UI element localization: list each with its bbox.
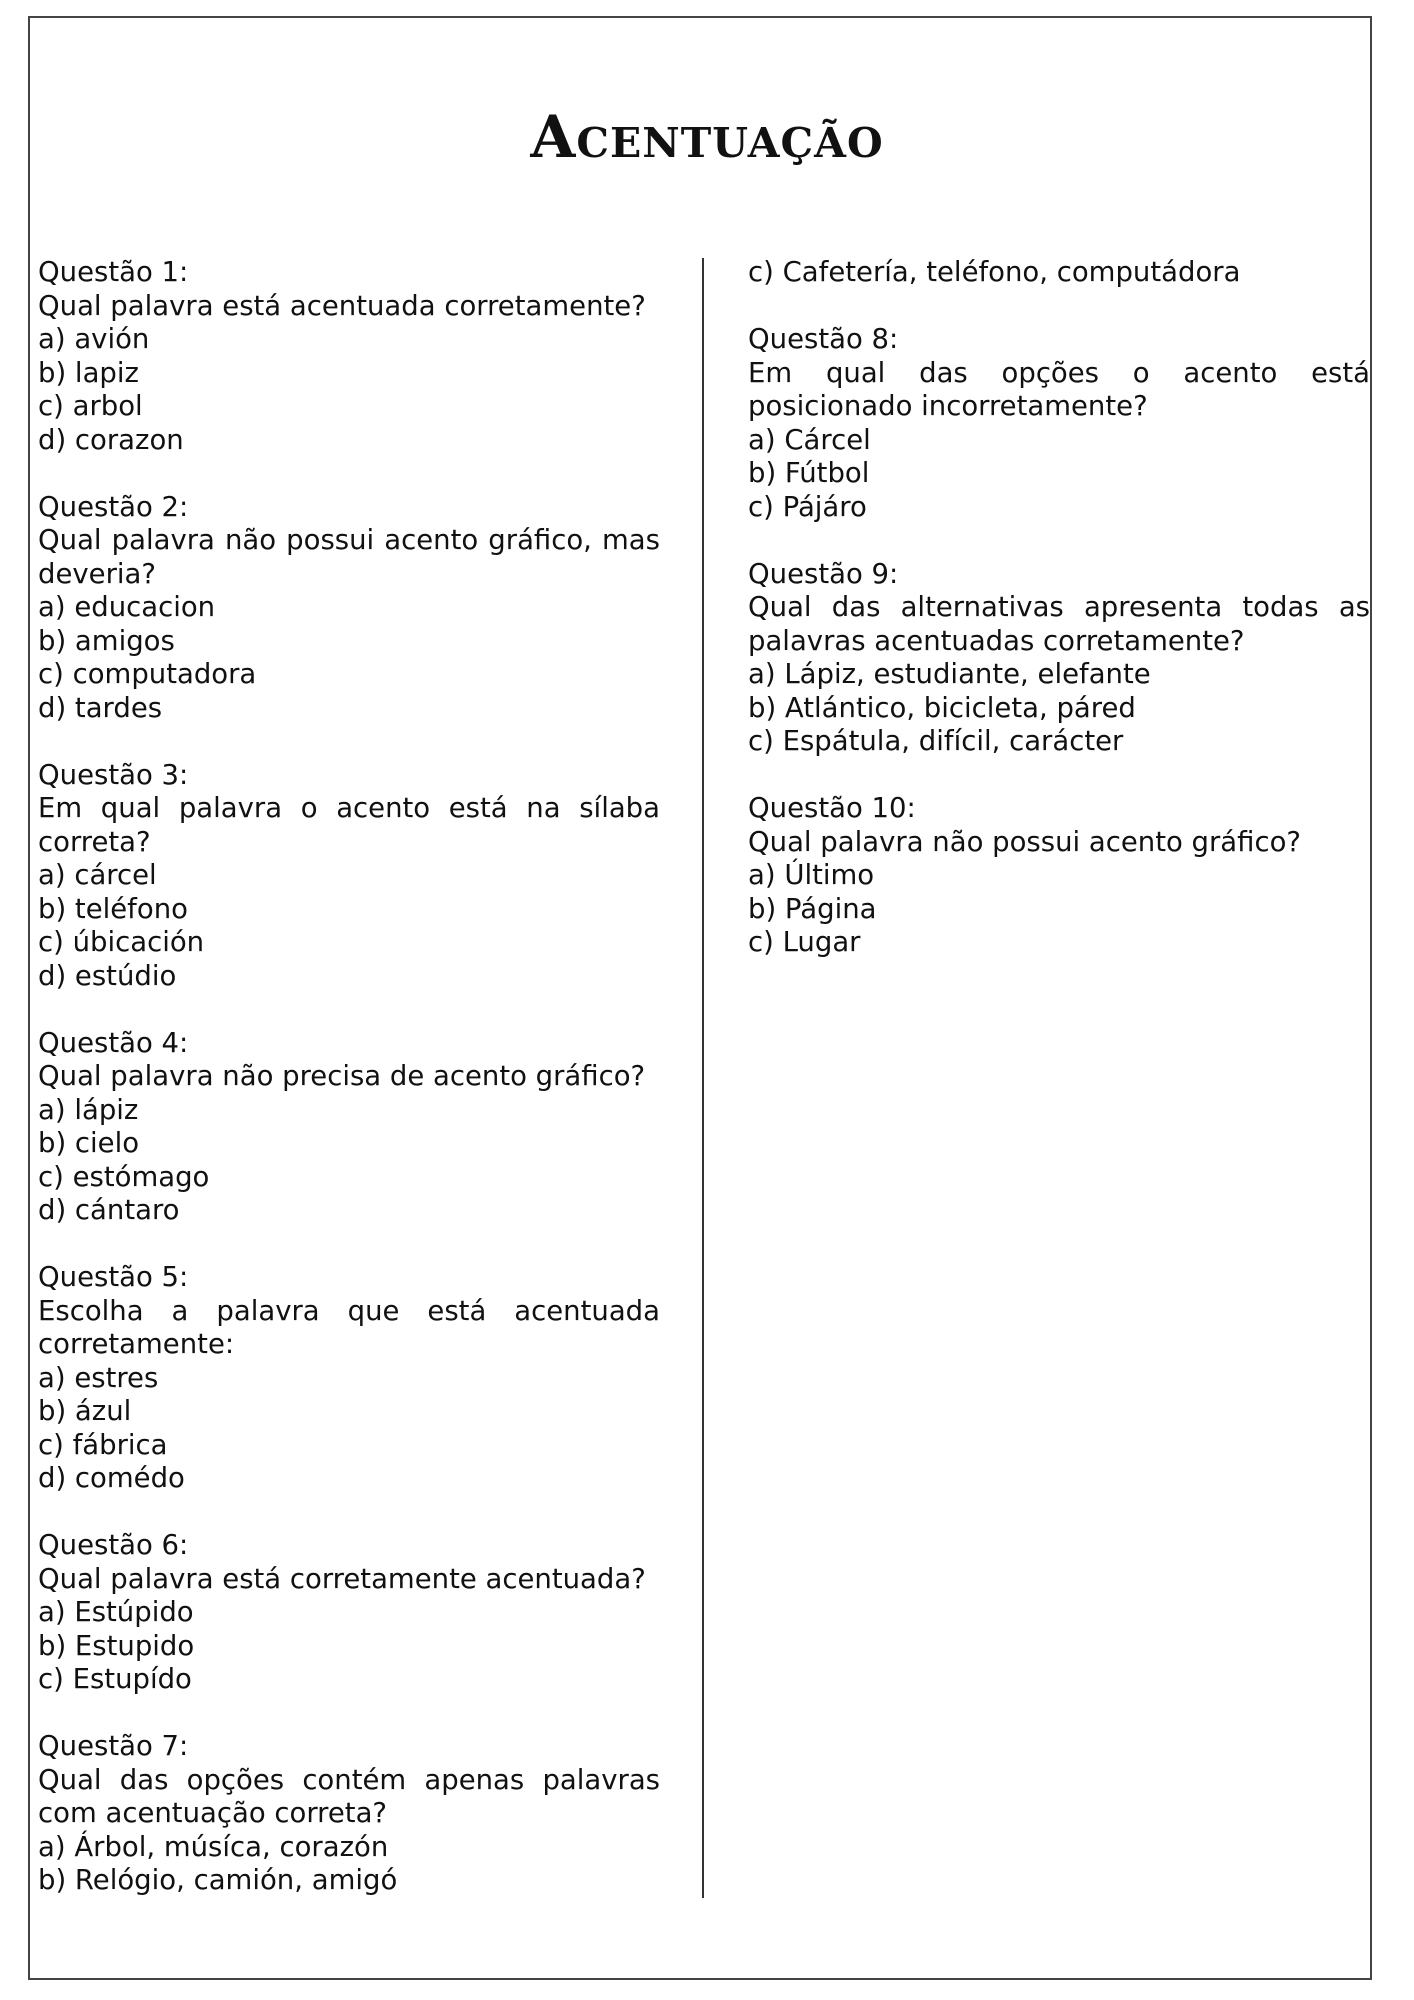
- question-label: Questão 2:: [38, 490, 189, 523]
- page-title: Acentuação: [530, 103, 884, 171]
- question-label: Questão 3:: [38, 758, 189, 791]
- option-b: b) Fútbol: [748, 457, 870, 489]
- question-prompt-line-2: palavras acentuadas corretamente?: [748, 624, 1245, 657]
- question-7: [38, 1730, 660, 1898]
- question-label: Questão 7:: [38, 1730, 189, 1762]
- option-a: a) Cárcel: [748, 423, 871, 456]
- left-column: [38, 256, 660, 1931]
- question-9: [748, 558, 1370, 759]
- question-prompt-line-1: Em qual palavra o acento está na sílaba: [38, 792, 660, 824]
- question-prompt-line-1: Escolha a palavra que está acentuada: [38, 1294, 660, 1327]
- option-c: c) computadora: [38, 658, 257, 690]
- option-d: d) tardes: [38, 691, 163, 724]
- question-prompt-line-2: correta?: [38, 825, 151, 858]
- question-prompt-line-1: Qual palavra não possui acento gráfico, mas: [38, 524, 660, 556]
- option-b: b) cielo: [38, 1127, 140, 1159]
- option-d: d) comédo: [38, 1462, 185, 1494]
- right-column: [748, 256, 1370, 993]
- option-b: b) amigos: [38, 624, 175, 657]
- question-label: Questão 6:: [38, 1529, 189, 1561]
- question-prompt-line-2: com acentuação correta?: [38, 1797, 388, 1829]
- option-c: c) estómago: [38, 1160, 210, 1193]
- question-3: [38, 759, 660, 994]
- question-prompt-line-1: Qual das alternativas apresenta todas as: [748, 591, 1370, 623]
- question-7-continued: [748, 256, 1370, 290]
- option-c: c) Espátula, difícil, carácter: [748, 725, 1124, 757]
- option-a: a) Lápiz, estudiante, elefante: [748, 658, 1151, 690]
- option-d: d) estúdio: [38, 959, 177, 992]
- option-c: c) Estupído: [38, 1663, 192, 1695]
- option-c: c) fábrica: [38, 1428, 168, 1461]
- question-prompt: Qual palavra não possui acento gráfico?: [748, 825, 1302, 858]
- option-b: b) Estupido: [38, 1629, 195, 1662]
- option-a: a) cárcel: [38, 859, 157, 891]
- question-2: [38, 491, 660, 726]
- question-1: [38, 256, 660, 457]
- question-prompt: Qual palavra está acentuada corretamente?: [38, 289, 646, 322]
- option-c: c) Pájáro: [748, 490, 867, 523]
- question-10: [748, 792, 1370, 960]
- option-a: a) estres: [38, 1361, 159, 1394]
- question-label: Questão 5:: [38, 1261, 189, 1293]
- option-b: b) ázul: [38, 1395, 132, 1427]
- question-prompt-line-2: corretamente:: [38, 1328, 235, 1360]
- option-b: b) lapiz: [38, 356, 139, 389]
- option-b: b) teléfono: [38, 892, 188, 925]
- question-6: [38, 1529, 660, 1697]
- option-d: d) corazon: [38, 423, 184, 456]
- option-c: c) Cafetería, teléfono, computádora: [748, 256, 1241, 288]
- option-a: a) lápiz: [38, 1093, 139, 1126]
- question-prompt-line-1: Em qual das opções o acento está: [748, 356, 1370, 389]
- option-c: c) Lugar: [748, 926, 861, 958]
- question-label: Questão 10:: [748, 792, 916, 824]
- question-5: [38, 1261, 660, 1496]
- option-a: a) avión: [38, 323, 150, 355]
- question-4: [38, 1027, 660, 1228]
- question-label: Questão 1:: [38, 256, 189, 288]
- question-prompt: Qual palavra não precisa de acento gráfico?: [38, 1060, 646, 1092]
- question-label: Questão 4:: [38, 1026, 189, 1059]
- question-label: Questão 8:: [748, 323, 899, 355]
- option-c: c) úbicación: [38, 926, 205, 958]
- question-prompt: Qual palavra está corretamente acentuada?: [38, 1562, 646, 1595]
- column-divider: [702, 258, 704, 1898]
- question-prompt-line-2: deveria?: [38, 557, 156, 590]
- option-a: a) Estúpido: [38, 1596, 194, 1628]
- question-8: [748, 323, 1370, 524]
- question-label: Questão 9:: [748, 557, 899, 590]
- option-a: a) educacion: [38, 591, 216, 623]
- option-a: a) Último: [748, 859, 875, 891]
- option-d: d) cántaro: [38, 1194, 180, 1226]
- option-b: b) Página: [748, 892, 877, 925]
- question-prompt-line-2: posicionado incorretamente?: [748, 390, 1148, 422]
- option-b: b) Relógio, camión, amigó: [38, 1864, 398, 1896]
- question-prompt-line-1: Qual das opções contém apenas palavras: [38, 1763, 660, 1796]
- option-c: c) arbol: [38, 390, 143, 422]
- option-b: b) Atlántico, bicicleta, páred: [748, 691, 1136, 724]
- option-a: a) Árbol, músíca, corazón: [38, 1830, 389, 1863]
